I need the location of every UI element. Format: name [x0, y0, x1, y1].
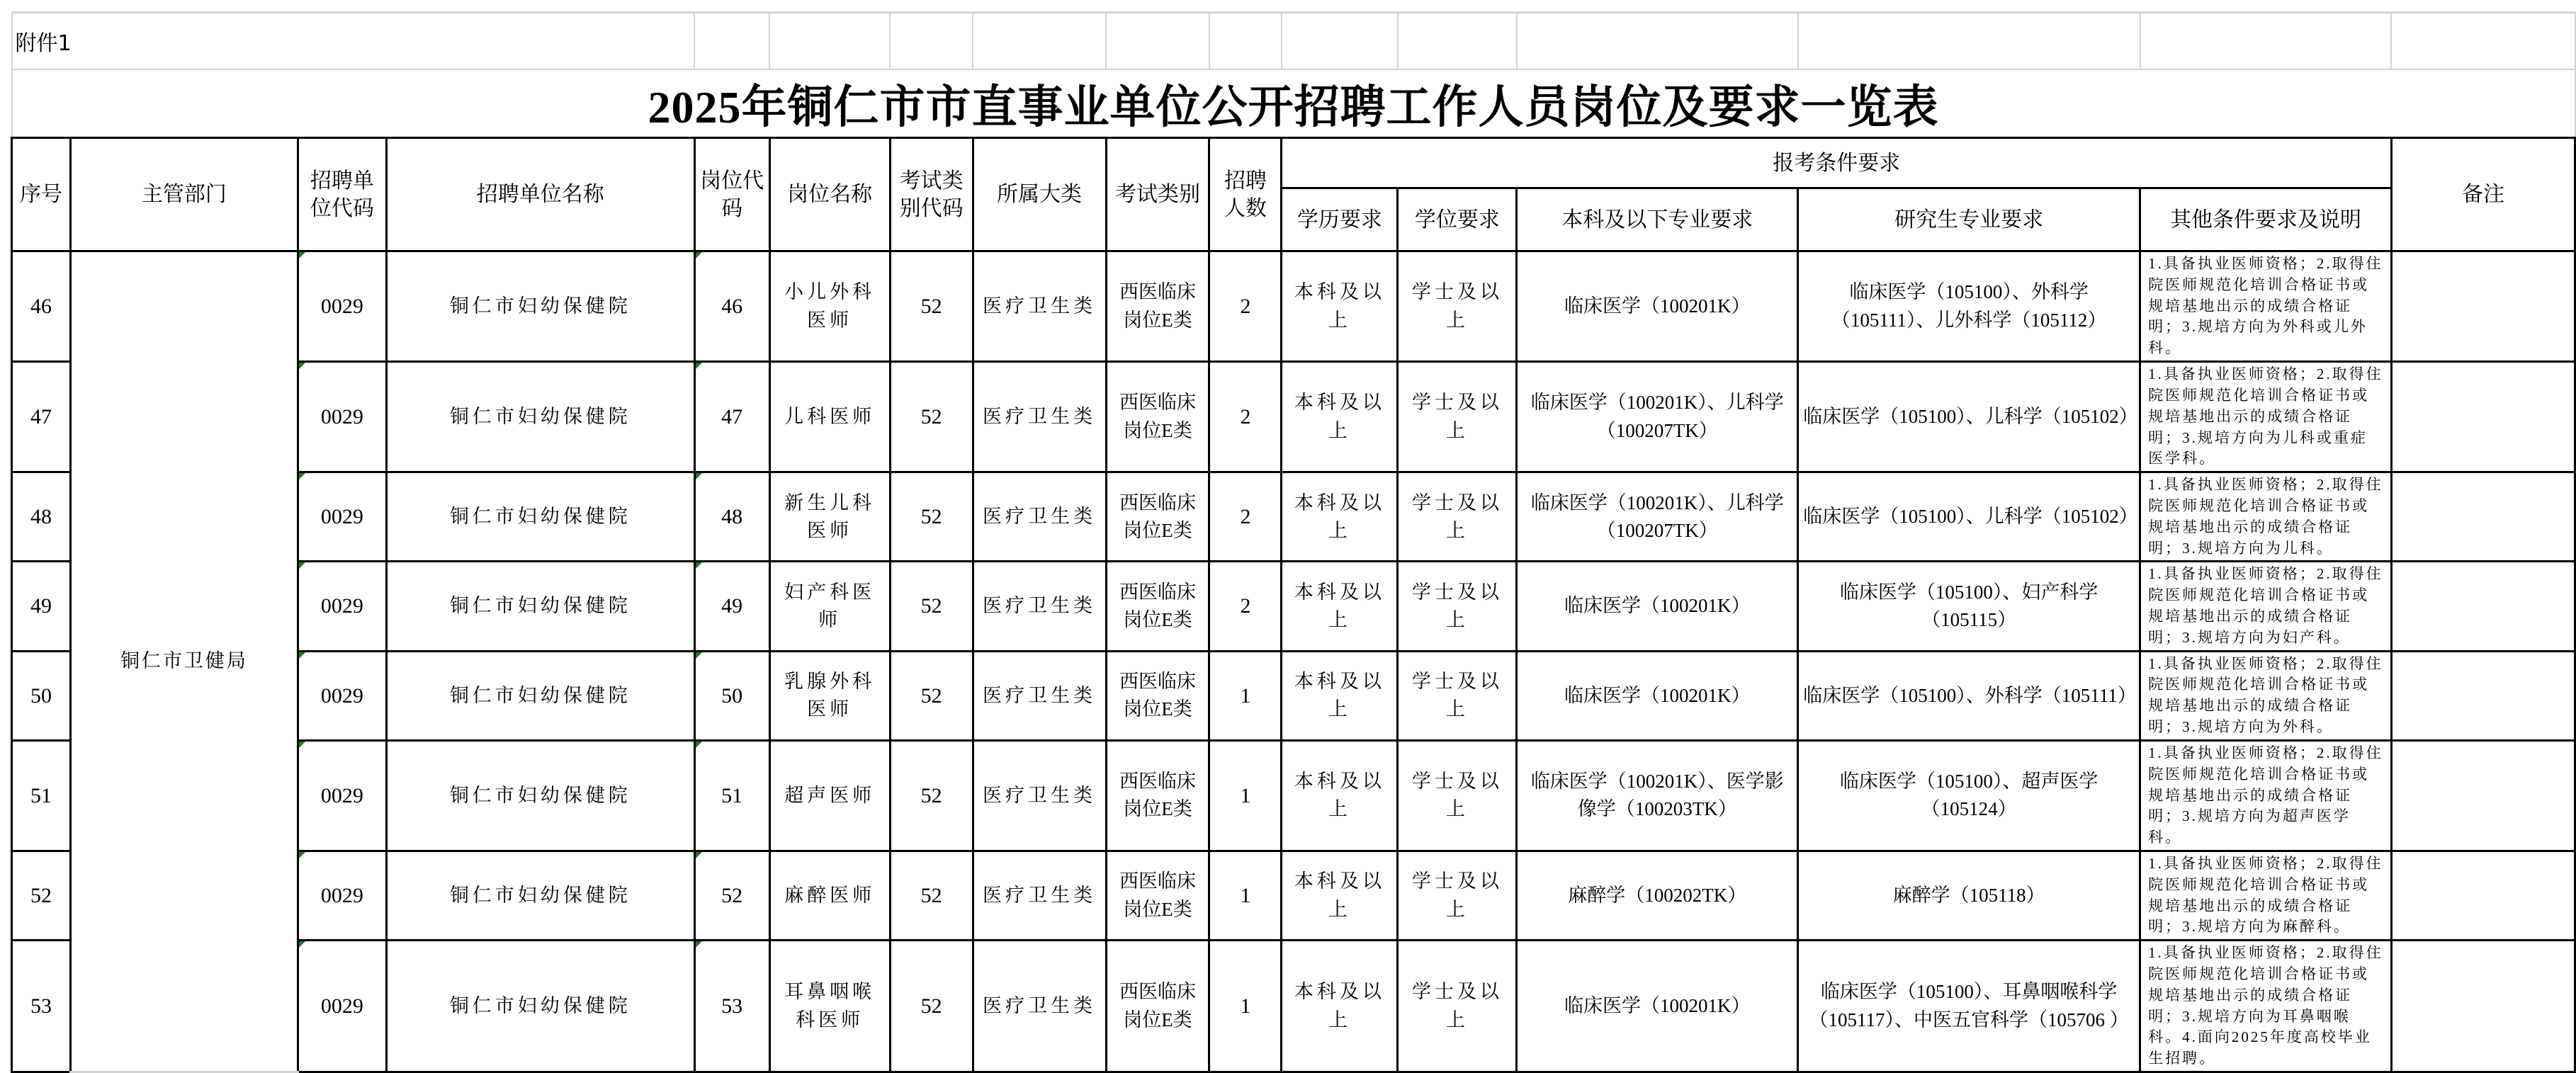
cell-seq[interactable]: 53	[12, 941, 71, 1072]
cell-grad-major[interactable]: 临床医学（105100）、外科学（105111）、儿外科学（105112）	[1798, 251, 2140, 362]
cell-remark[interactable]	[2391, 472, 2575, 562]
cell-seq[interactable]: 48	[12, 472, 71, 562]
cell-count[interactable]: 1	[1209, 851, 1282, 940]
cell-post-name[interactable]: 新生儿科医师	[769, 472, 890, 562]
cell-seq[interactable]: 47	[12, 362, 71, 472]
cell-degree[interactable]: 学士及以上	[1398, 562, 1517, 651]
empty-cell[interactable]	[694, 13, 769, 70]
cell-education[interactable]: 本科及以上	[1282, 651, 1398, 740]
cell-unit-name[interactable]: 铜仁市妇幼保健院	[386, 251, 694, 362]
cell-count[interactable]: 2	[1209, 362, 1282, 472]
table-row	[12, 472, 2575, 562]
header-unit-name[interactable]: 招聘单位名称	[386, 138, 694, 251]
cell-unit-name[interactable]: 铜仁市妇幼保健院	[386, 941, 694, 1072]
cell-degree[interactable]: 学士及以上	[1398, 472, 1517, 562]
cell-post-name[interactable]: 超声医师	[769, 740, 890, 851]
cell-exam-type[interactable]: 西医临床岗位E类	[1106, 851, 1209, 940]
cell-undergrad-major[interactable]: 临床医学（100201K）	[1517, 251, 1798, 362]
cell-category[interactable]: 医疗卫生类	[973, 251, 1106, 362]
cell-category[interactable]: 医疗卫生类	[973, 651, 1106, 740]
cell-exam-code[interactable]: 52	[890, 562, 973, 651]
cell-seq[interactable]: 49	[12, 562, 71, 651]
cell-undergrad-major[interactable]: 临床医学（100201K）、医学影像学（100203TK）	[1517, 740, 1798, 851]
cell-undergrad-major[interactable]: 麻醉学（100202TK）	[1517, 851, 1798, 940]
cell-exam-code[interactable]: 52	[890, 740, 973, 851]
cell-unit-name[interactable]: 铜仁市妇幼保健院	[386, 472, 694, 562]
header-seq[interactable]: 序号	[12, 138, 71, 251]
cell-category[interactable]: 医疗卫生类	[973, 472, 1106, 562]
empty-cell[interactable]	[1106, 13, 1209, 70]
cell-other[interactable]: 1.具备执业医师资格；2.取得住院医师规范化培训合格证书或规培基地出示的成绩合格证明；3.规培方向为外科。	[2140, 651, 2392, 740]
cell-remark[interactable]	[2391, 740, 2575, 851]
cell-category[interactable]: 医疗卫生类	[973, 941, 1106, 1072]
cell-post-code[interactable]: 47	[694, 362, 769, 472]
cell-grad-major[interactable]: 临床医学（105100）、超声医学（105124）	[1798, 740, 2140, 851]
cell-category[interactable]: 医疗卫生类	[973, 740, 1106, 851]
table-row	[12, 562, 2575, 651]
header-unit-code[interactable]: 招聘单位代码	[298, 138, 386, 251]
cell-seq[interactable]: 46	[12, 251, 71, 362]
header-remark[interactable]: 备注	[2391, 138, 2575, 251]
header-category[interactable]: 所属大类	[973, 138, 1106, 251]
cell-undergrad-major[interactable]: 临床医学（100201K）、儿科学（100207TK）	[1517, 472, 1798, 562]
cell-exam-type[interactable]: 西医临床岗位E类	[1106, 362, 1209, 472]
cell-category[interactable]: 医疗卫生类	[973, 362, 1106, 472]
cell-category[interactable]: 医疗卫生类	[973, 562, 1106, 651]
cell-undergrad-major[interactable]: 临床医学（100201K）	[1517, 651, 1798, 740]
cell-seq[interactable]: 52	[12, 851, 71, 940]
cell-exam-type[interactable]: 西医临床岗位E类	[1106, 251, 1209, 362]
cell-count[interactable]: 2	[1209, 562, 1282, 651]
header-count[interactable]: 招聘人数	[1209, 138, 1282, 251]
empty-cell[interactable]	[769, 13, 890, 70]
empty-cell[interactable]	[1798, 13, 2140, 70]
cell-count[interactable]: 1	[1209, 651, 1282, 740]
cell-seq[interactable]: 50	[12, 651, 71, 740]
cell-remark[interactable]	[2391, 362, 2575, 472]
cell-post-name[interactable]: 妇产科医师	[769, 562, 890, 651]
cell-education[interactable]: 本科及以上	[1282, 740, 1398, 851]
header-post-code[interactable]: 岗位代码	[694, 138, 769, 251]
cell-exam-type[interactable]: 西医临床岗位E类	[1106, 472, 1209, 562]
cell-grad-major[interactable]: 临床医学（105100）、耳鼻咽喉科学（105117）、中医五官科学（105706 ）	[1798, 941, 2140, 1072]
table-row	[12, 362, 2575, 472]
cell-dept[interactable]: 铜仁市卫健局	[70, 251, 298, 1072]
cell-degree[interactable]: 学士及以上	[1398, 651, 1517, 740]
cell-exam-code[interactable]: 52	[890, 362, 973, 472]
cell-exam-type[interactable]: 西医临床岗位E类	[1106, 941, 1209, 1072]
empty-cell[interactable]	[1209, 13, 1282, 70]
header-undergrad-major[interactable]: 本科及以下专业要求	[1517, 188, 1798, 251]
cell-other[interactable]: 1.具备执业医师资格；2.取得住院医师规范化培训合格证书或规培基地出示的成绩合格证明；3.规培方向为麻醉科。	[2140, 851, 2392, 940]
cell-remark[interactable]	[2391, 651, 2575, 740]
cell-exam-type[interactable]: 西医临床岗位E类	[1106, 651, 1209, 740]
cell-post-code[interactable]: 46	[694, 251, 769, 362]
cell-education[interactable]: 本科及以上	[1282, 472, 1398, 562]
table-row	[12, 740, 2575, 851]
cell-degree[interactable]: 学士及以上	[1398, 941, 1517, 1072]
cell-other[interactable]: 1.具备执业医师资格；2.取得住院医师规范化培训合格证书或规培基地出示的成绩合格证明；3.规培方向为儿科。	[2140, 472, 2392, 562]
header-row-1	[12, 138, 2575, 188]
cell-post-name[interactable]: 耳鼻咽喉科医师	[769, 941, 890, 1072]
cell-degree[interactable]: 学士及以上	[1398, 362, 1517, 472]
cell-other[interactable]: 1.具备执业医师资格；2.取得住院医师规范化培训合格证书或规培基地出示的成绩合格证明；3.规培方向为儿科或重症医学科。	[2140, 362, 2392, 472]
cell-post-code[interactable]: 48	[694, 472, 769, 562]
table-row	[12, 651, 2575, 740]
header-other[interactable]: 其他条件要求及说明	[2140, 188, 2392, 251]
cell-unit-name[interactable]: 铜仁市妇幼保健院	[386, 362, 694, 472]
recruitment-table	[11, 11, 2576, 1073]
cell-post-name[interactable]: 小儿外科医师	[769, 251, 890, 362]
cell-other[interactable]: 1.具备执业医师资格；2.取得住院医师规范化培训合格证书或规培基地出示的成绩合格证明；3.规培方向为外科或儿外科。	[2140, 251, 2392, 362]
cell-post-code[interactable]: 49	[694, 562, 769, 651]
cell-post-name[interactable]: 麻醉医师	[769, 851, 890, 940]
empty-cell[interactable]	[1517, 13, 1798, 70]
header-requirements-group[interactable]: 报考条件要求	[1282, 138, 2392, 188]
cell-education[interactable]: 本科及以上	[1282, 941, 1398, 1072]
header-grad-major[interactable]: 研究生专业要求	[1798, 188, 2140, 251]
cell-seq[interactable]: 51	[12, 740, 71, 851]
cell-degree[interactable]: 学士及以上	[1398, 251, 1517, 362]
cell-grad-major[interactable]: 临床医学（105100）、外科学（105111）	[1798, 651, 2140, 740]
empty-cell[interactable]	[1282, 13, 1398, 70]
cell-exam-code[interactable]: 52	[890, 851, 973, 940]
cell-category[interactable]: 医疗卫生类	[973, 851, 1106, 940]
cell-education[interactable]: 本科及以上	[1282, 562, 1398, 651]
cell-unit-code[interactable]: 0029	[298, 562, 386, 651]
cell-unit-name[interactable]: 铜仁市妇幼保健院	[386, 851, 694, 940]
cell-unit-code[interactable]: 0029	[298, 251, 386, 362]
cell-exam-code[interactable]: 52	[890, 472, 973, 562]
header-post-name[interactable]: 岗位名称	[769, 138, 890, 251]
cell-undergrad-major[interactable]: 临床医学（100201K）、儿科学（100207TK）	[1517, 362, 1798, 472]
cell-unit-code[interactable]: 0029	[298, 651, 386, 740]
cell-grad-major[interactable]: 麻醉学（105118）	[1798, 851, 2140, 940]
cell-degree[interactable]: 学士及以上	[1398, 851, 1517, 940]
cell-count[interactable]: 2	[1209, 472, 1282, 562]
cell-grad-major[interactable]: 临床医学（105100）、儿科学（105102）	[1798, 362, 2140, 472]
empty-cell[interactable]	[973, 13, 1106, 70]
cell-post-name[interactable]: 乳腺外科医师	[769, 651, 890, 740]
cell-unit-code[interactable]: 0029	[298, 740, 386, 851]
cell-other[interactable]: 1.具备执业医师资格；2.取得住院医师规范化培训合格证书或规培基地出示的成绩合格证明；3.规培方向为超声医学科。	[2140, 740, 2392, 851]
annex-label[interactable]: 附件1	[12, 13, 695, 70]
cell-post-code[interactable]: 52	[694, 851, 769, 940]
cell-education[interactable]: 本科及以上	[1282, 251, 1398, 362]
cell-remark[interactable]	[2391, 251, 2575, 362]
cell-post-code[interactable]: 53	[694, 941, 769, 1072]
cell-remark[interactable]	[2391, 562, 2575, 651]
cell-exam-code[interactable]: 52	[890, 651, 973, 740]
cell-other[interactable]: 1.具备执业医师资格；2.取得住院医师规范化培训合格证书或规培基地出示的成绩合格证明；3.规培方向为耳鼻咽喉科。4.面向2025年度高校毕业生招聘。	[2140, 941, 2392, 1072]
cell-education[interactable]: 本科及以上	[1282, 362, 1398, 472]
cell-undergrad-major[interactable]: 临床医学（100201K）	[1517, 562, 1798, 651]
cell-count[interactable]: 1	[1209, 740, 1282, 851]
table-row	[12, 851, 2575, 940]
cell-unit-name[interactable]: 铜仁市妇幼保健院	[386, 740, 694, 851]
cell-unit-code[interactable]: 0029	[298, 472, 386, 562]
cell-count[interactable]: 2	[1209, 251, 1282, 362]
cell-unit-code[interactable]: 0029	[298, 362, 386, 472]
cell-unit-name[interactable]: 铜仁市妇幼保健院	[386, 562, 694, 651]
cell-grad-major[interactable]: 临床医学（105100）、儿科学（105102）	[1798, 472, 2140, 562]
page-title[interactable]: 2025年铜仁市市直事业单位公开招聘工作人员岗位及要求一览表	[12, 69, 2575, 138]
cell-degree[interactable]: 学士及以上	[1398, 740, 1517, 851]
header-degree[interactable]: 学位要求	[1398, 188, 1517, 251]
cell-count[interactable]: 1	[1209, 941, 1282, 1072]
cell-post-name[interactable]: 儿科医师	[769, 362, 890, 472]
cell-grad-major[interactable]: 临床医学（105100）、妇产科学（105115）	[1798, 562, 2140, 651]
cell-exam-type[interactable]: 西医临床岗位E类	[1106, 740, 1209, 851]
cell-exam-code[interactable]: 52	[890, 941, 973, 1072]
cell-remark[interactable]	[2391, 851, 2575, 940]
cell-unit-code[interactable]: 0029	[298, 851, 386, 940]
empty-cell[interactable]	[1398, 13, 1517, 70]
empty-cell[interactable]	[890, 13, 973, 70]
table-row	[12, 251, 2575, 362]
cell-unit-code[interactable]: 0029	[298, 941, 386, 1072]
cell-post-code[interactable]: 51	[694, 740, 769, 851]
cell-unit-name[interactable]: 铜仁市妇幼保健院	[386, 651, 694, 740]
empty-cell[interactable]	[2140, 13, 2392, 70]
cell-exam-code[interactable]: 52	[890, 251, 973, 362]
header-exam-code[interactable]: 考试类别代码	[890, 138, 973, 251]
cell-undergrad-major[interactable]: 临床医学（100201K）	[1517, 941, 1798, 1072]
header-dept[interactable]: 主管部门	[70, 138, 298, 251]
header-education[interactable]: 学历要求	[1282, 188, 1398, 251]
cell-education[interactable]: 本科及以上	[1282, 851, 1398, 940]
title-row	[12, 69, 2575, 138]
annex-row	[12, 13, 2575, 70]
empty-cell[interactable]	[2391, 13, 2575, 70]
cell-post-code[interactable]: 50	[694, 651, 769, 740]
cell-other[interactable]: 1.具备执业医师资格；2.取得住院医师规范化培训合格证书或规培基地出示的成绩合格证明；3.规培方向为妇产科。	[2140, 562, 2392, 651]
header-exam-type[interactable]: 考试类别	[1106, 138, 1209, 251]
cell-exam-type[interactable]: 西医临床岗位E类	[1106, 562, 1209, 651]
